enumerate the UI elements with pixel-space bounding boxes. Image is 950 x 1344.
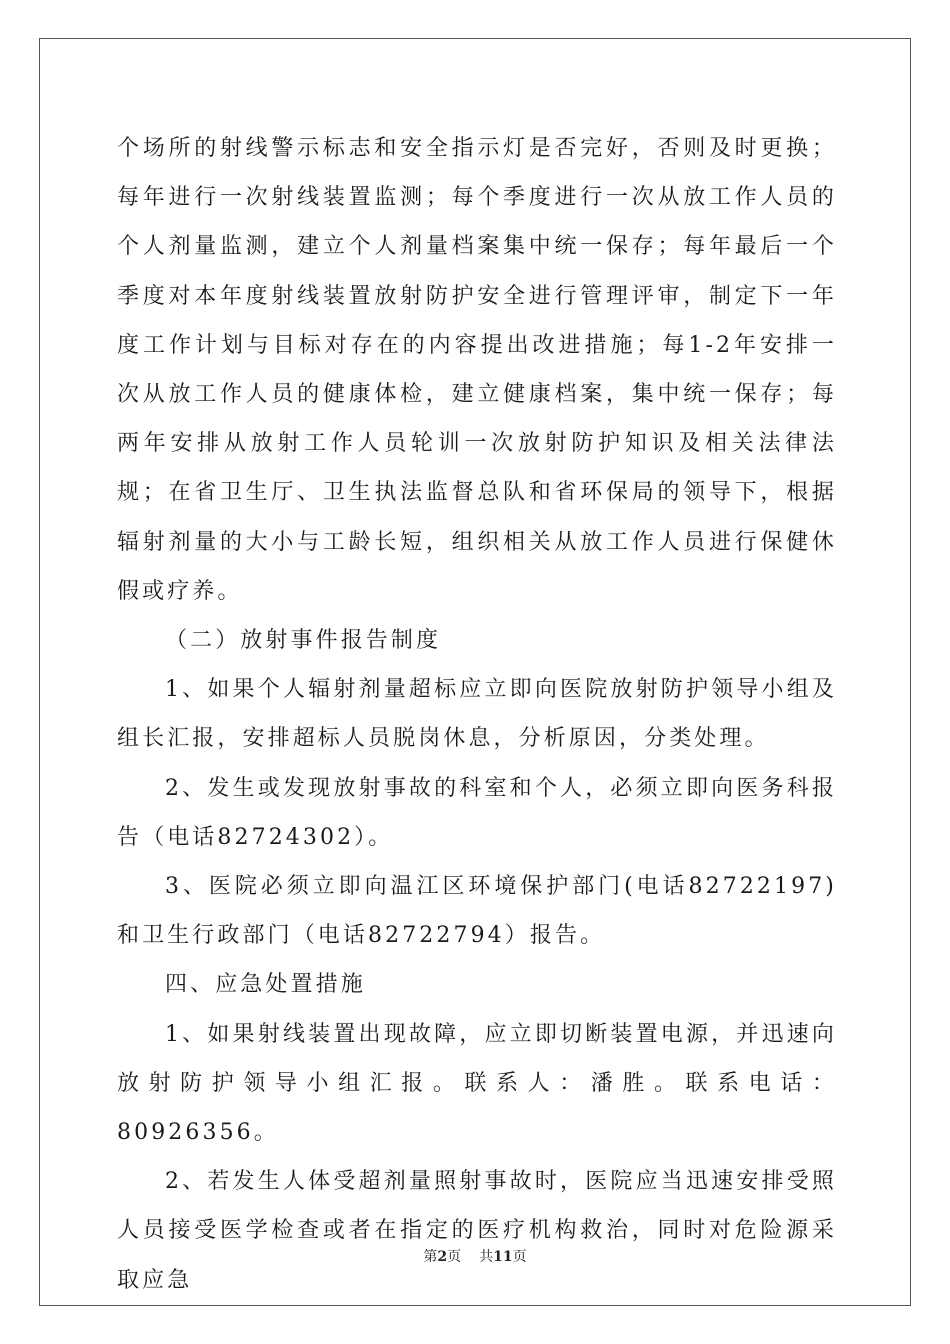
paragraph-item-1: 1、如果个人辐射剂量超标应立即向医院放射防护领导小组及组长汇报，安排超标人员脱岗休息，分析原因，分类处理。 [117,677,837,752]
section-heading-report-system: （二）放射事件报告制度 [165,628,442,654]
page-footer [0,1246,950,1266]
page-prefix: 第 [423,1249,438,1265]
page-number: 2 [437,1249,448,1265]
paragraph-item-3: 3、医院必须立即向温江区环境保护部门(电话82722197)和卫生行政部门（电话82722794）报告。 [117,874,837,949]
total-pages: 11 [493,1249,513,1265]
paragraph-item-2: 2、发生或发现放射事故的科室和个人，必须立即向医务科报告（电话82724302）。 [117,775,837,850]
paragraph-emergency-2: 2、若发生人体受超剂量照射事故时，医院应当迅速安排受照人员接受医学检查或者在指定的医疗机构救治，同时对危险源采取应急 [117,1169,837,1293]
total-prefix: 共 [479,1249,494,1265]
paragraph-emergency-1: 1、如果射线装置出现故障，应立即切断装置电源，并迅速向放射防护领导小组汇报。联系人：潘胜。联系电话：80926356。 [117,1021,837,1146]
total-suffix: 页 [512,1249,527,1265]
page-suffix: 页 [447,1249,462,1265]
document-body [117,124,837,1305]
paragraph-continuation: 个场所的射线警示标志和安全指示灯是否完好，否则及时更换；每年进行一次射线装置监测；每个季度进行一次从放工作人员的个人剂量监测，建立个人剂量档案集中统一保存；每年最后一个季度对本年度射线装置放射防护安全进行管理评审，制定下一年度工作计划与目标对存在的内容提出改进措施；每1-2年安排一次从放工作人员的健康体检，建立健康档案，集中统一保存；每两年安排从放射工作人员轮训一次放射防护知识及相关法律法规；在省卫生厅、卫生执法监督总队和省环保局的领导下，根据辐射剂量的大小与工龄长短，组织相关从放工作人员进行保健休假或疗养。 [117,136,837,604]
section-heading-emergency: 四、应急处置措施 [165,972,366,998]
